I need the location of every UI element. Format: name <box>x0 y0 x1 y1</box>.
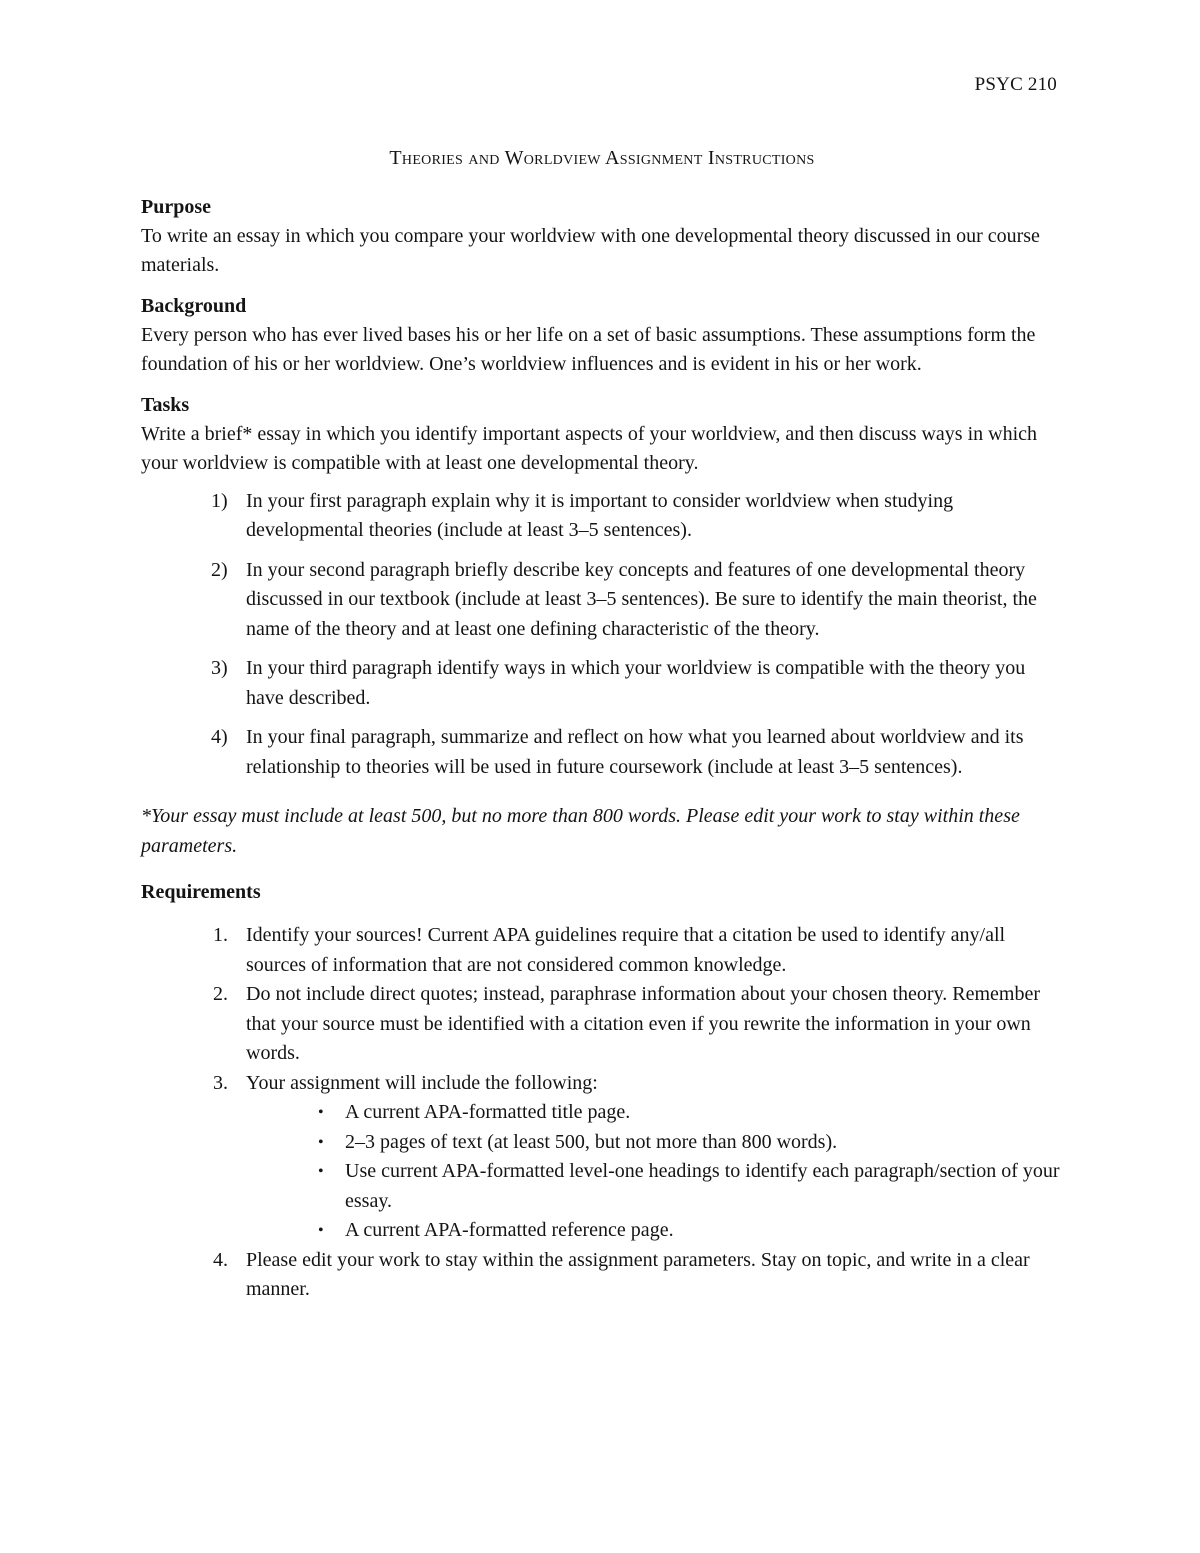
requirements-section <box>141 877 1063 1305</box>
bullet-icon: • <box>318 1163 324 1180</box>
sub-item <box>246 1216 1063 1246</box>
requirement-text: Do not include direct quotes; instead, paraphrase information about your chosen theory. Remember that your source must be identified with a citation even if you rewrite the information in your own words. <box>246 983 1041 1064</box>
sub-item-text: 2–3 pages of text (at least 500, but not more than 800 words). <box>345 1130 838 1153</box>
background-heading: Background <box>141 294 247 317</box>
purpose-text: To write an essay in which you compare your worldview with one developmental theory discussed in our course materials. <box>141 224 1040 276</box>
purpose-section <box>141 192 1063 281</box>
document-body <box>141 144 1063 1305</box>
sub-item <box>246 1157 1063 1216</box>
bullet-icon: • <box>318 1133 324 1151</box>
task-item <box>141 654 1063 713</box>
requirement-sublist <box>246 1098 1063 1246</box>
task-text: In your third paragraph identify ways in which your worldview is compatible with the theory you have described. <box>246 657 1026 709</box>
bullet-icon: • <box>318 1222 324 1239</box>
requirement-item <box>141 921 1063 980</box>
requirement-number: 2. <box>213 983 228 1005</box>
background-text: Every person who has ever lived bases his or her life on a set of basic assumptions. These assumptions form the foundation of his or her worldview. One’s worldview influences and is evident in his or her work. <box>141 323 1036 375</box>
purpose-heading: Purpose <box>141 195 211 218</box>
task-number: 2) <box>211 558 228 581</box>
tasks-list <box>141 487 1063 783</box>
requirement-item <box>141 1069 1063 1246</box>
requirement-number: 4. <box>213 1248 228 1271</box>
task-text: In your first paragraph explain why it is important to consider worldview when studying developmental theories (include at least 3–5 sentences). <box>246 489 954 541</box>
requirement-item <box>141 1246 1063 1305</box>
background-section <box>141 291 1063 380</box>
task-number: 4) <box>211 726 228 748</box>
page-title: Theories and Worldview Assignment Instructions <box>389 147 815 169</box>
bullet-icon: • <box>318 1104 324 1121</box>
requirement-text: Your assignment will include the following: <box>246 1071 598 1094</box>
requirement-item <box>141 980 1063 1069</box>
task-text: In your final paragraph, summarize and reflect on how what you learned about worldview and its relationship to theories will be used in future coursework (include at least 3–5 sentences). <box>246 726 1024 778</box>
tasks-heading: Tasks <box>141 393 190 416</box>
tasks-section <box>141 390 1063 783</box>
tasks-intro: Write a brief* essay in which you identify important aspects of your worldview, and then discuss ways in which your worldview is compatible with at least one developmental theory. <box>141 422 1038 474</box>
requirement-number: 3. <box>213 1071 228 1094</box>
requirement-text: Identify your sources! Current APA guidelines require that a citation be used to identify any/all sources of information that are not considered common knowledge. <box>246 924 1006 976</box>
sub-item-text: Use current APA-formatted level-one headings to identify each paragraph/section of your essay. <box>345 1160 1060 1212</box>
sub-item <box>246 1098 1063 1128</box>
word-count-note: *Your essay must include at least 500, but no more than 800 words. Please edit your work to stay within these parameters. <box>141 805 1020 857</box>
requirement-text: Please edit your work to stay within the assignment parameters. Stay on topic, and write in a clear manner. <box>246 1248 1030 1300</box>
task-text: In your second paragraph briefly describe key concepts and features of one developmental theory discussed in our textbook (include at least 3–5 sentences). Be sure to identify the main theorist, the name of the theory and at least one defining characteristic of the theory. <box>246 558 1037 640</box>
task-item <box>141 487 1063 546</box>
course-code-header: PSYC 210 <box>974 74 1057 95</box>
requirements-list <box>141 921 1063 1305</box>
task-number: 1) <box>211 489 228 512</box>
task-number: 3) <box>211 657 228 679</box>
sub-item-text: A current APA-formatted title page. <box>345 1101 631 1123</box>
requirement-number: 1. <box>213 924 228 946</box>
task-item <box>141 556 1063 645</box>
sub-item-text: A current APA-formatted reference page. <box>345 1219 674 1241</box>
requirements-heading: Requirements <box>141 881 261 903</box>
sub-item <box>246 1128 1063 1158</box>
task-item <box>141 723 1063 782</box>
